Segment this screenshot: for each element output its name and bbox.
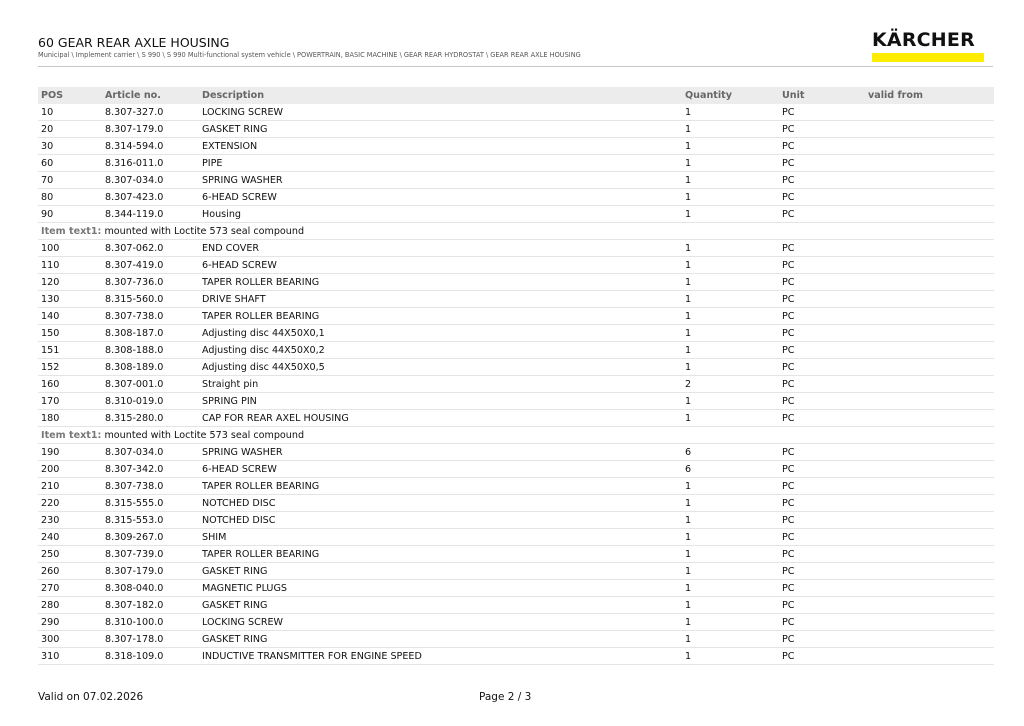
cell-quantity: 1 [682, 121, 779, 138]
cell-quantity: 1 [682, 342, 779, 359]
cell-valid-from [865, 631, 994, 648]
cell-description: Housing [199, 206, 682, 223]
cell-pos: 152 [38, 359, 102, 376]
table-row [38, 529, 994, 546]
cell-description: GASKET RING [199, 597, 682, 614]
cell-valid-from [865, 563, 994, 580]
table-row [38, 121, 994, 138]
cell-unit: PC [779, 393, 865, 410]
table-row [38, 240, 994, 257]
cell-article-no: 8.307-739.0 [102, 546, 199, 563]
cell-pos: 180 [38, 410, 102, 427]
cell-description: GASKET RING [199, 121, 682, 138]
table-row [38, 580, 994, 597]
cell-article-no: 8.309-267.0 [102, 529, 199, 546]
cell-quantity: 1 [682, 291, 779, 308]
cell-article-no: 8.307-736.0 [102, 274, 199, 291]
cell-quantity: 1 [682, 325, 779, 342]
cell-article-no: 8.315-560.0 [102, 291, 199, 308]
cell-unit: PC [779, 155, 865, 172]
cell-description: TAPER ROLLER BEARING [199, 546, 682, 563]
cell-unit: PC [779, 206, 865, 223]
cell-valid-from [865, 138, 994, 155]
cell-unit: PC [779, 240, 865, 257]
cell-quantity: 1 [682, 512, 779, 529]
cell-description: 6-HEAD SCREW [199, 461, 682, 478]
cell-description: TAPER ROLLER BEARING [199, 478, 682, 495]
cell-description: NOTCHED DISC [199, 512, 682, 529]
cell-valid-from [865, 393, 994, 410]
cell-unit: PC [779, 563, 865, 580]
cell-quantity: 6 [682, 444, 779, 461]
table-row [38, 308, 994, 325]
cell-description: Adjusting disc 44X50X0,5 [199, 359, 682, 376]
table-row [38, 410, 994, 427]
logo-wordmark: KÄRCHER [872, 29, 975, 51]
cell-article-no: 8.307-423.0 [102, 189, 199, 206]
cell-description: NOTCHED DISC [199, 495, 682, 512]
cell-quantity: 1 [682, 563, 779, 580]
cell-quantity: 1 [682, 529, 779, 546]
table-row [38, 393, 994, 410]
cell-article-no: 8.314-594.0 [102, 138, 199, 155]
cell-article-no: 8.316-011.0 [102, 155, 199, 172]
cell-valid-from [865, 206, 994, 223]
cell-article-no: 8.310-019.0 [102, 393, 199, 410]
cell-pos: 300 [38, 631, 102, 648]
cell-valid-from [865, 189, 994, 206]
cell-valid-from [865, 614, 994, 631]
cell-article-no: 8.307-738.0 [102, 478, 199, 495]
cell-unit: PC [779, 325, 865, 342]
cell-pos: 90 [38, 206, 102, 223]
table-row [38, 342, 994, 359]
cell-valid-from [865, 580, 994, 597]
cell-unit: PC [779, 138, 865, 155]
cell-unit: PC [779, 172, 865, 189]
cell-article-no: 8.307-001.0 [102, 376, 199, 393]
column-header-article: Article no. [102, 87, 199, 104]
table-row [38, 104, 994, 121]
cell-quantity: 1 [682, 546, 779, 563]
cell-pos: 200 [38, 461, 102, 478]
cell-pos: 190 [38, 444, 102, 461]
cell-description: LOCKING SCREW [199, 614, 682, 631]
cell-description: DRIVE SHAFT [199, 291, 682, 308]
cell-description: Adjusting disc 44X50X0,1 [199, 325, 682, 342]
cell-valid-from [865, 359, 994, 376]
cell-description: Adjusting disc 44X50X0,2 [199, 342, 682, 359]
cell-quantity: 1 [682, 393, 779, 410]
cell-description: SPRING WASHER [199, 444, 682, 461]
cell-valid-from [865, 444, 994, 461]
cell-quantity: 1 [682, 359, 779, 376]
column-header-unit: Unit [779, 87, 865, 104]
cell-pos: 310 [38, 648, 102, 665]
cell-unit: PC [779, 189, 865, 206]
cell-quantity: 1 [682, 580, 779, 597]
cell-pos: 130 [38, 291, 102, 308]
cell-valid-from [865, 410, 994, 427]
cell-unit: PC [779, 410, 865, 427]
cell-valid-from [865, 597, 994, 614]
cell-article-no: 8.318-109.0 [102, 648, 199, 665]
cell-valid-from [865, 648, 994, 665]
cell-unit: PC [779, 104, 865, 121]
cell-article-no: 8.307-179.0 [102, 121, 199, 138]
cell-pos: 140 [38, 308, 102, 325]
table-row [38, 189, 994, 206]
cell-unit: PC [779, 580, 865, 597]
cell-unit: PC [779, 631, 865, 648]
table-row [38, 257, 994, 274]
cell-quantity: 1 [682, 155, 779, 172]
cell-article-no: 8.308-187.0 [102, 325, 199, 342]
table-row [38, 291, 994, 308]
table-row [38, 172, 994, 189]
cell-article-no: 8.344-119.0 [102, 206, 199, 223]
cell-valid-from [865, 274, 994, 291]
page-number: Page 2 / 3 [479, 691, 532, 703]
cell-pos: 270 [38, 580, 102, 597]
cell-description: SPRING WASHER [199, 172, 682, 189]
cell-valid-from [865, 325, 994, 342]
column-header-pos: POS [38, 87, 102, 104]
cell-article-no: 8.307-419.0 [102, 257, 199, 274]
table-row [38, 631, 994, 648]
cell-pos: 210 [38, 478, 102, 495]
cell-pos: 20 [38, 121, 102, 138]
cell-quantity: 1 [682, 189, 779, 206]
cell-quantity: 1 [682, 172, 779, 189]
cell-article-no: 8.308-188.0 [102, 342, 199, 359]
cell-unit: PC [779, 597, 865, 614]
item-note-text: mounted with Loctite 573 seal compound [104, 225, 305, 237]
cell-valid-from [865, 376, 994, 393]
table-row [38, 376, 994, 393]
cell-unit: PC [779, 648, 865, 665]
cell-description: MAGNETIC PLUGS [199, 580, 682, 597]
cell-valid-from [865, 529, 994, 546]
item-note-row [38, 223, 994, 240]
cell-pos: 240 [38, 529, 102, 546]
cell-unit: PC [779, 546, 865, 563]
cell-quantity: 1 [682, 206, 779, 223]
table-row [38, 206, 994, 223]
table-row [38, 478, 994, 495]
logo-yellow-bar [872, 53, 984, 62]
cell-description: GASKET RING [199, 631, 682, 648]
cell-article-no: 8.308-189.0 [102, 359, 199, 376]
cell-pos: 70 [38, 172, 102, 189]
column-header-valid-from: valid from [865, 87, 994, 104]
cell-article-no: 8.307-178.0 [102, 631, 199, 648]
cell-quantity: 1 [682, 240, 779, 257]
cell-unit: PC [779, 308, 865, 325]
cell-article-no: 8.307-179.0 [102, 563, 199, 580]
table-row [38, 155, 994, 172]
cell-unit: PC [779, 444, 865, 461]
cell-pos: 151 [38, 342, 102, 359]
item-note-cell [38, 223, 994, 240]
cell-pos: 290 [38, 614, 102, 631]
cell-unit: PC [779, 291, 865, 308]
cell-description: TAPER ROLLER BEARING [199, 308, 682, 325]
item-note-label: Item text1: [41, 225, 102, 237]
cell-valid-from [865, 461, 994, 478]
cell-valid-from [865, 121, 994, 138]
cell-article-no: 8.315-553.0 [102, 512, 199, 529]
header-divider [38, 66, 993, 67]
cell-quantity: 1 [682, 648, 779, 665]
cell-description: TAPER ROLLER BEARING [199, 274, 682, 291]
cell-pos: 30 [38, 138, 102, 155]
cell-unit: PC [779, 359, 865, 376]
cell-valid-from [865, 257, 994, 274]
cell-unit: PC [779, 461, 865, 478]
item-note-text: mounted with Loctite 573 seal compound [104, 429, 305, 441]
cell-pos: 230 [38, 512, 102, 529]
cell-description: Straight pin [199, 376, 682, 393]
cell-quantity: 1 [682, 597, 779, 614]
cell-pos: 100 [38, 240, 102, 257]
cell-unit: PC [779, 478, 865, 495]
cell-quantity: 1 [682, 308, 779, 325]
cell-unit: PC [779, 274, 865, 291]
cell-valid-from [865, 240, 994, 257]
cell-unit: PC [779, 376, 865, 393]
item-note-row [38, 427, 994, 444]
table-row [38, 597, 994, 614]
cell-pos: 170 [38, 393, 102, 410]
cell-pos: 80 [38, 189, 102, 206]
table-header-row [38, 87, 994, 104]
table-row [38, 359, 994, 376]
cell-valid-from [865, 478, 994, 495]
cell-valid-from [865, 291, 994, 308]
table-row [38, 138, 994, 155]
cell-article-no: 8.315-280.0 [102, 410, 199, 427]
cell-description: SHIM [199, 529, 682, 546]
cell-article-no: 8.307-327.0 [102, 104, 199, 121]
cell-article-no: 8.307-062.0 [102, 240, 199, 257]
cell-article-no: 8.308-040.0 [102, 580, 199, 597]
cell-pos: 120 [38, 274, 102, 291]
cell-pos: 10 [38, 104, 102, 121]
cell-quantity: 6 [682, 461, 779, 478]
cell-pos: 260 [38, 563, 102, 580]
cell-description: GASKET RING [199, 563, 682, 580]
cell-description: PIPE [199, 155, 682, 172]
cell-quantity: 1 [682, 614, 779, 631]
column-header-quantity: Quantity [682, 87, 779, 104]
cell-quantity: 1 [682, 478, 779, 495]
cell-description: SPRING PIN [199, 393, 682, 410]
cell-unit: PC [779, 614, 865, 631]
cell-article-no: 8.307-034.0 [102, 444, 199, 461]
cell-quantity: 2 [682, 376, 779, 393]
cell-pos: 110 [38, 257, 102, 274]
page-title: 60 GEAR REAR AXLE HOUSING [38, 35, 230, 50]
cell-unit: PC [779, 342, 865, 359]
cell-pos: 160 [38, 376, 102, 393]
table-row [38, 614, 994, 631]
cell-description: INDUCTIVE TRANSMITTER FOR ENGINE SPEED [199, 648, 682, 665]
cell-article-no: 8.307-034.0 [102, 172, 199, 189]
cell-description: CAP FOR REAR AXEL HOUSING [199, 410, 682, 427]
table-row [38, 444, 994, 461]
cell-description: 6-HEAD SCREW [199, 189, 682, 206]
cell-valid-from [865, 308, 994, 325]
cell-quantity: 1 [682, 495, 779, 512]
cell-description: LOCKING SCREW [199, 104, 682, 121]
cell-valid-from [865, 172, 994, 189]
cell-unit: PC [779, 495, 865, 512]
brand-logo [872, 29, 984, 62]
cell-description: END COVER [199, 240, 682, 257]
cell-pos: 60 [38, 155, 102, 172]
cell-valid-from [865, 495, 994, 512]
cell-description: 6-HEAD SCREW [199, 257, 682, 274]
cell-valid-from [865, 155, 994, 172]
cell-article-no: 8.307-342.0 [102, 461, 199, 478]
table-row [38, 512, 994, 529]
table-row [38, 546, 994, 563]
parts-table [38, 87, 994, 665]
cell-article-no: 8.315-555.0 [102, 495, 199, 512]
cell-quantity: 1 [682, 274, 779, 291]
cell-pos: 280 [38, 597, 102, 614]
cell-valid-from [865, 512, 994, 529]
cell-pos: 220 [38, 495, 102, 512]
cell-quantity: 1 [682, 410, 779, 427]
cell-pos: 150 [38, 325, 102, 342]
table-row [38, 648, 994, 665]
cell-pos: 250 [38, 546, 102, 563]
column-header-description: Description [199, 87, 682, 104]
item-note-cell [38, 427, 994, 444]
table-row [38, 495, 994, 512]
cell-description: EXTENSION [199, 138, 682, 155]
cell-article-no: 8.307-182.0 [102, 597, 199, 614]
cell-quantity: 1 [682, 138, 779, 155]
cell-unit: PC [779, 257, 865, 274]
cell-valid-from [865, 546, 994, 563]
table-row [38, 563, 994, 580]
cell-article-no: 8.307-738.0 [102, 308, 199, 325]
cell-quantity: 1 [682, 631, 779, 648]
table-row [38, 274, 994, 291]
cell-unit: PC [779, 529, 865, 546]
cell-article-no: 8.310-100.0 [102, 614, 199, 631]
valid-on-date: Valid on 07.02.2026 [38, 691, 144, 703]
table-row [38, 461, 994, 478]
cell-unit: PC [779, 121, 865, 138]
item-note-label: Item text1: [41, 429, 102, 441]
cell-quantity: 1 [682, 104, 779, 121]
table-row [38, 325, 994, 342]
cell-quantity: 1 [682, 257, 779, 274]
cell-valid-from [865, 342, 994, 359]
parts-table-body [38, 104, 994, 665]
cell-unit: PC [779, 512, 865, 529]
cell-valid-from [865, 104, 994, 121]
breadcrumb: Municipal \ Implement carrier \ S 990 \ S 990 Multi-functional system vehicle \ POWERTRAIN, BASIC MACHINE \ GEAR REAR HYDROSTAT \ GEAR REAR AXLE HOUSING [38, 51, 581, 59]
